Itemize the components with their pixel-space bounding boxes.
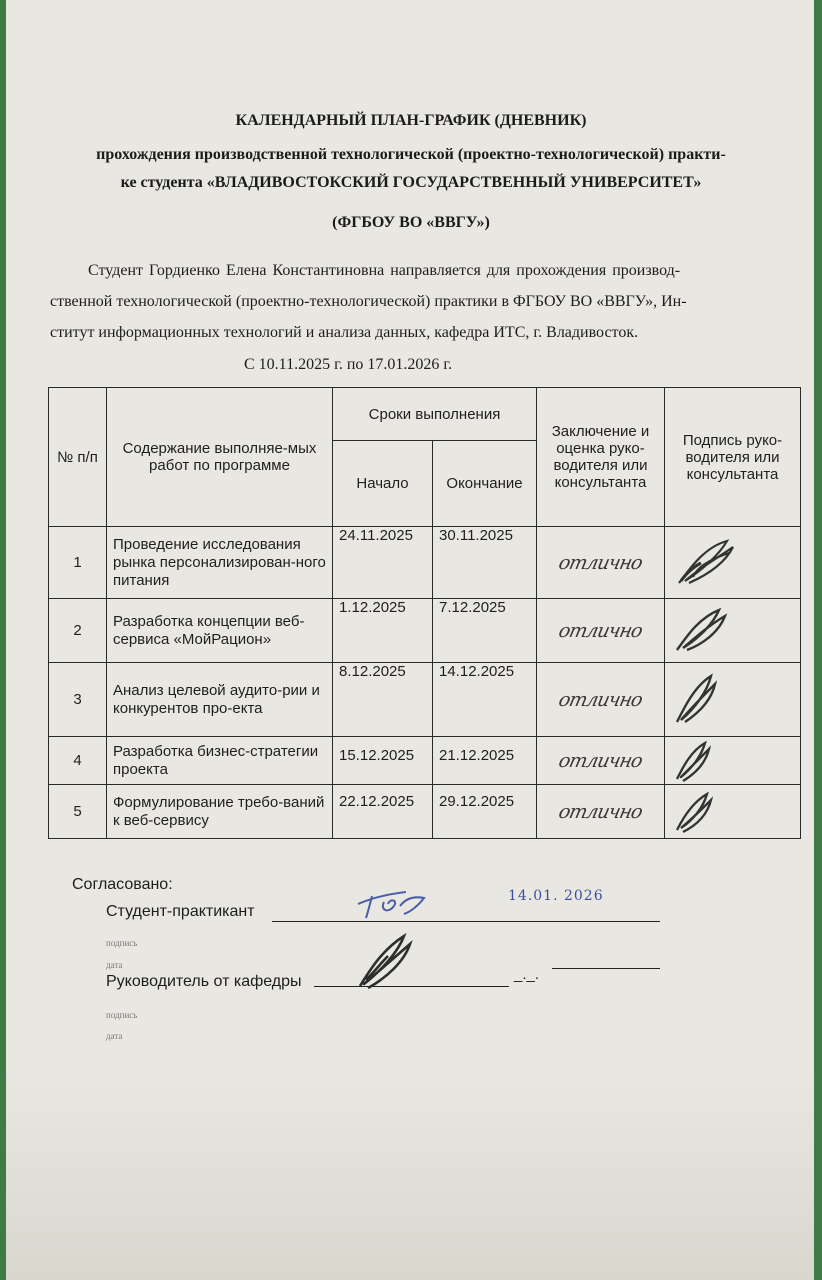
row-end: 29.12.2025 — [433, 785, 537, 839]
grade-handwriting: отлично — [556, 551, 645, 574]
table-row — [49, 737, 801, 785]
row-signature — [665, 663, 801, 737]
student-signature-icon — [354, 884, 434, 922]
table-row — [49, 599, 801, 663]
practice-period: С 10.11.2025 г. по 17.01.2026 г. — [244, 356, 453, 373]
row-content: Анализ целевой аудито-рии и конкурентов про-екта — [107, 663, 333, 737]
grade-handwriting: отлично — [556, 688, 645, 711]
row-end: 30.11.2025 — [433, 527, 537, 599]
intro-line-3: ститут информационных технологий и анализа данных, кафедра ИТС, г. Владивосток. — [50, 324, 639, 341]
row-start: 1.12.2025 — [333, 599, 433, 663]
student-date-handwriting: 14.01. 2026 — [508, 888, 604, 904]
row-num: 3 — [49, 663, 107, 737]
table-row — [49, 663, 801, 737]
handwritten-signature-icon — [671, 672, 721, 728]
row-end: 14.12.2025 — [433, 663, 537, 737]
row-signature — [665, 737, 801, 785]
row-num: 1 — [49, 527, 107, 599]
row-content: Разработка концепции веб-сервиса «МойРацион» — [107, 599, 333, 663]
handwritten-signature-icon — [671, 537, 741, 589]
row-content: Проведение исследования рынка персонализирован-ного питания — [107, 527, 333, 599]
row-end: 21.12.2025 — [433, 737, 537, 785]
date-hint-2: дата — [106, 1031, 123, 1041]
row-grade — [537, 599, 665, 663]
grade-handwriting: отлично — [556, 619, 645, 642]
header-conclusion: Заключение и оценка руко-водителя или консультанта — [537, 388, 665, 527]
header-start: Начало — [333, 441, 433, 527]
header-terms: Сроки выполнения — [333, 388, 537, 441]
row-start: 15.12.2025 — [333, 737, 433, 785]
handwritten-signature-icon — [671, 790, 717, 834]
supervisor-signature-icon — [352, 932, 418, 990]
row-num: 5 — [49, 785, 107, 839]
intro-line-1: Студент Гордиенко Елена Константиновна направляется для прохождения производ- — [88, 262, 681, 279]
header-signature: Подпись руко-водителя или консультанта — [665, 388, 801, 527]
header-end: Окончание — [433, 441, 537, 527]
schedule-table — [48, 387, 801, 839]
handwritten-signature-icon — [671, 606, 731, 656]
supervisor-label: Руководитель от кафедры — [106, 973, 302, 990]
row-num: 2 — [49, 599, 107, 663]
date-hint: дата — [106, 960, 123, 970]
grade-handwriting: отлично — [556, 800, 645, 823]
row-grade — [537, 737, 665, 785]
row-signature — [665, 599, 801, 663]
intro-line-2: ственной технологической (проектно-технологической) практики в ФГБОУ ВО «ВВГУ», Ин- — [50, 293, 687, 310]
agreed-label: Согласовано: — [72, 876, 173, 893]
document-title: КАЛЕНДАРНЫЙ ПЛАН-ГРАФИК (ДНЕВНИК) — [235, 112, 587, 129]
supervisor-date-line — [552, 968, 660, 969]
supervisor-date: _._. — [514, 966, 540, 983]
table-header-row — [49, 388, 801, 441]
sign-hint-2: подпись — [106, 1010, 138, 1020]
title-line-3: ке студента «ВЛАДИВОСТОКСКИЙ ГОСУДАРСТВЕННЫЙ УНИВЕРСИТЕТ» — [120, 174, 702, 191]
row-start: 22.12.2025 — [333, 785, 433, 839]
grade-handwriting: отлично — [556, 749, 645, 772]
row-content: Разработка бизнес-стратегии проекта — [107, 737, 333, 785]
handwritten-signature-icon — [671, 739, 715, 783]
title-line-4: (ФГБОУ ВО «ВВГУ») — [332, 214, 490, 231]
row-grade — [537, 785, 665, 839]
row-num: 4 — [49, 737, 107, 785]
row-start: 8.12.2025 — [333, 663, 433, 737]
row-end: 7.12.2025 — [433, 599, 537, 663]
table-row — [49, 527, 801, 599]
table-row — [49, 785, 801, 839]
row-signature — [665, 527, 801, 599]
title-line-2: прохождения производственной технологической (проектно-технологической) практи- — [96, 146, 726, 163]
header-num: № п/п — [49, 388, 107, 527]
student-label: Студент-практикант — [106, 903, 255, 920]
row-start: 24.11.2025 — [333, 527, 433, 599]
row-content: Формулирование требо-ваний к веб-сервису — [107, 785, 333, 839]
header-content: Содержание выполняе-мых работ по программе — [107, 388, 333, 527]
sign-hint: подпись — [106, 938, 138, 948]
student-sign-line — [272, 921, 660, 922]
row-signature — [665, 785, 801, 839]
paper-shadow — [6, 1070, 814, 1280]
row-grade — [537, 663, 665, 737]
row-grade — [537, 527, 665, 599]
